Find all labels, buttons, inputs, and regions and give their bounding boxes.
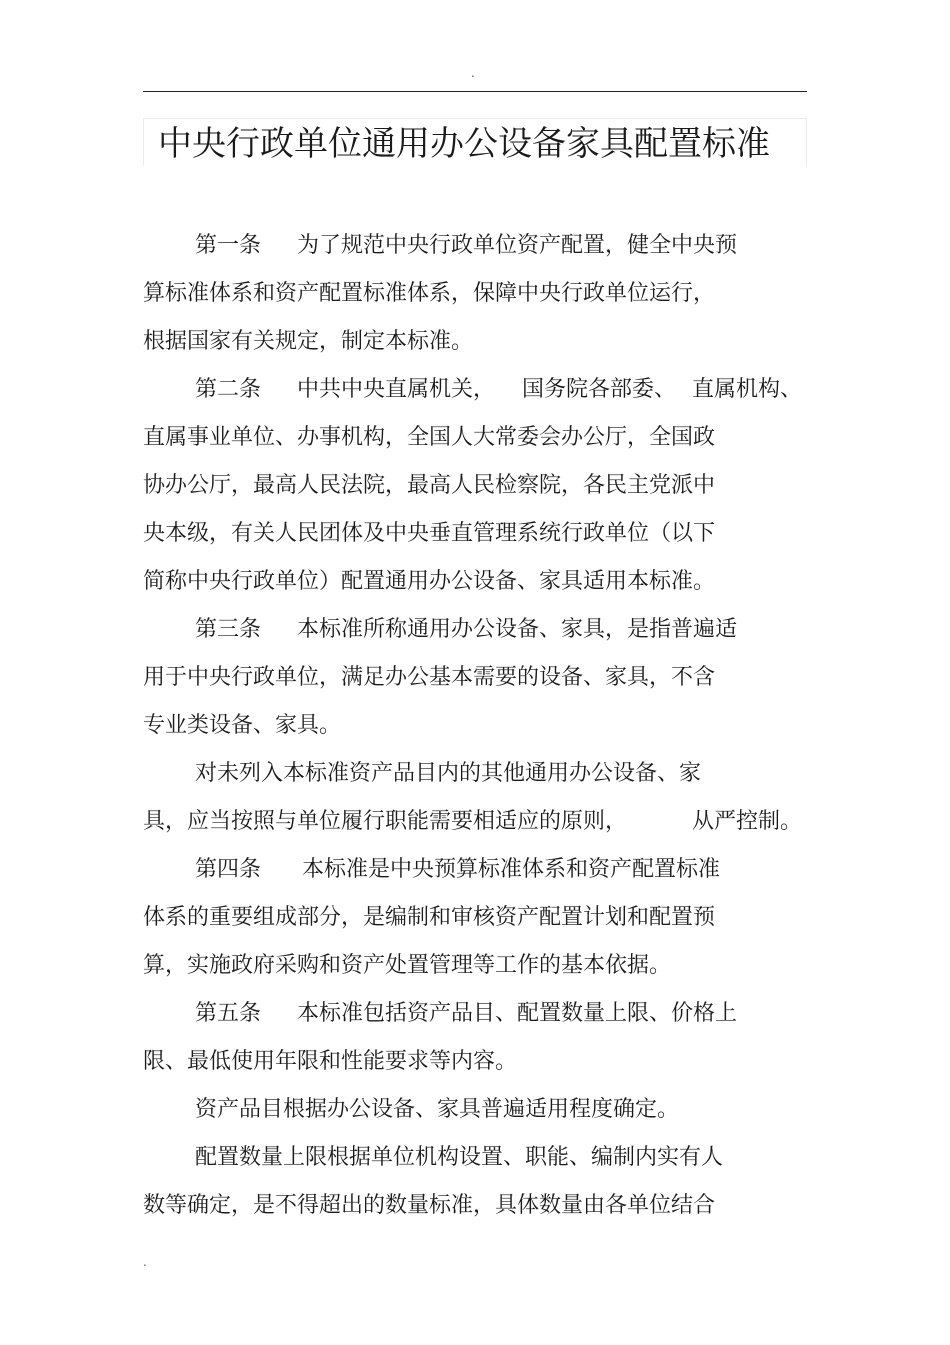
article-text: 国务院各部委、: [522, 377, 677, 402]
document-title: 中央行政单位通用办公设备家具配置标准: [158, 124, 770, 164]
body-line: 简称中央行政单位）配置通用办公设备、家具适用本标准。: [143, 569, 716, 594]
body-line: 用于中央行政单位，满足办公基本需要的设备、家具，不含: [143, 665, 716, 690]
article-number: 第一条: [195, 233, 262, 258]
body-line: 协办公厅，最高人民法院，最高人民检察院，各民主党派中: [143, 473, 716, 498]
article-number: 第二条: [195, 377, 262, 402]
article-text: 从严控制。: [692, 809, 803, 834]
body-line: 算标准体系和资产配置标准体系，保障中央行政单位运行，: [143, 281, 716, 306]
body-line: 根据国家有关规定，制定本标准。: [143, 329, 474, 354]
article-number: 第三条: [195, 617, 262, 642]
article-text: 直属机构、: [692, 377, 803, 402]
body-line: 资产品目根据办公设备、家具普遍适用程度确定。: [195, 1097, 680, 1122]
article-text: 为了规范中央行政单位资产配置，健全中央预: [297, 233, 738, 258]
article-text: 本标准包括资产品目、配置数量上限、价格上: [297, 1001, 738, 1026]
footer-dot: .: [143, 1255, 147, 1269]
article-number: 第五条: [195, 1001, 262, 1026]
article-text: 本标准所称通用办公设备、家具，是指普遍适: [297, 617, 738, 642]
body-line: 配置数量上限根据单位机构设置、职能、编制内实有人: [195, 1145, 724, 1170]
article-number: 第四条: [195, 857, 262, 882]
body-line: 直属事业单位、办事机构，全国人大常委会办公厅，全国政: [143, 425, 716, 450]
body-line: 限、最低使用年限和性能要求等内容。: [143, 1049, 518, 1074]
article-text: 本标准是中央预算标准体系和资产配置标准: [302, 857, 721, 882]
article-text: 具，应当按照与单位履行职能需要相适应的原则，: [143, 809, 628, 834]
body-line: 算，实施政府采购和资产处置管理等工作的基本依据。: [143, 953, 672, 978]
body-line: 数等确定，是不得超出的数量标准，具体数量由各单位结合: [143, 1193, 716, 1218]
header-dot: .: [471, 66, 475, 80]
body-line: 专业类设备、家具。: [143, 713, 342, 738]
body-line: 体系的重要组成部分，是编制和审核资产配置计划和配置预: [143, 905, 716, 930]
body-line: 对未列入本标准资产品目内的其他通用办公设备、家: [195, 761, 702, 786]
body-line: 央本级，有关人民团体及中央垂直管理系统行政单位（以下: [143, 521, 716, 546]
header-rule: [143, 91, 807, 92]
article-text: 中共中央直属机关，: [297, 377, 496, 402]
